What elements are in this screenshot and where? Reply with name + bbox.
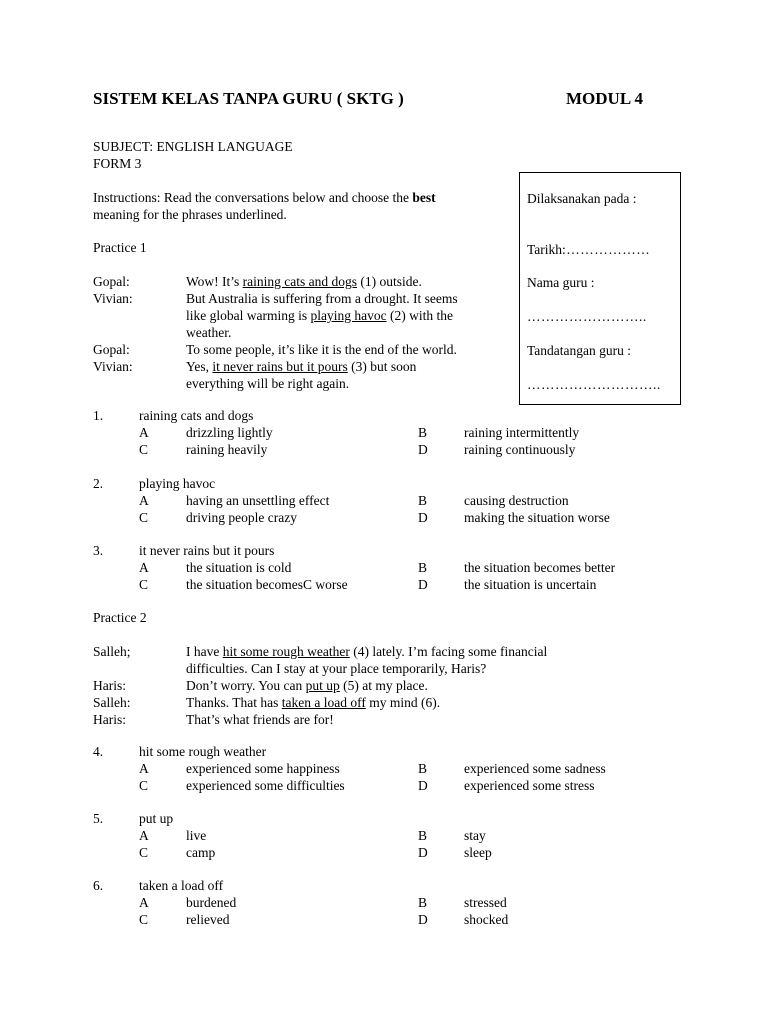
question-number: 6. <box>93 878 104 893</box>
dialogue-line: That’s what friends are for! <box>186 712 334 727</box>
dialogue-line: Thanks. That has taken a load off my mind (6). <box>186 695 441 710</box>
dialogue-line: difficulties. Can I stay at your place temporarily, Haris? <box>186 661 487 676</box>
dialogue-line: Don’t worry. You can put up (5) at my place. <box>186 678 428 693</box>
tarikh-field <box>527 241 650 258</box>
option-a[interactable]: live <box>186 828 207 843</box>
speaker: Vivian: <box>93 359 133 374</box>
option-letter: C <box>139 912 149 927</box>
option-c[interactable]: experienced some difficulties <box>186 778 345 793</box>
option-b[interactable]: stressed <box>464 895 507 910</box>
option-a[interactable]: drizzling lightly <box>186 425 273 440</box>
question-phrase: hit some rough weather <box>139 744 267 759</box>
subject-line: SUBJECT: ENGLISH LANGUAGE <box>93 139 293 154</box>
option-letter: A <box>139 425 149 440</box>
question-number: 4. <box>93 744 104 759</box>
option-a[interactable]: the situation is cold <box>186 560 292 575</box>
underlined-phrase: put up <box>305 678 340 693</box>
dilaksanakan-label: Dilaksanakan pada : <box>527 191 637 206</box>
option-letter: D <box>418 778 428 793</box>
nama-guru-blank: …………………….. <box>527 309 647 324</box>
option-b[interactable]: the situation becomes better <box>464 560 616 575</box>
tarikh-blank: :……………… <box>562 242 651 257</box>
info-box <box>519 172 681 405</box>
question-number: 2. <box>93 476 104 491</box>
dialogue-line: everything will be right again. <box>186 376 350 391</box>
dialogue-line: I have hit some rough weather (4) lately. I’m facing some financial <box>186 644 548 659</box>
underlined-phrase: playing havoc <box>310 308 387 323</box>
tarikh-label: Tarikh <box>527 242 563 257</box>
speaker: Vivian: <box>93 291 133 306</box>
option-d[interactable]: experienced some stress <box>464 778 595 793</box>
question-number: 3. <box>93 543 104 558</box>
question-phrase: it never rains but it pours <box>139 543 275 558</box>
speaker: Gopal: <box>93 274 130 289</box>
question-phrase: playing havoc <box>139 476 216 491</box>
question-number: 5. <box>93 811 104 826</box>
form-line: FORM 3 <box>93 156 142 171</box>
dialogue-line: Wow! It’s raining cats and dogs (1) outside. <box>186 274 422 289</box>
instructions-line-2: meaning for the phrases underlined. <box>93 207 287 222</box>
option-b[interactable]: experienced some sadness <box>464 761 606 776</box>
dialogue-line: weather. <box>186 325 232 340</box>
option-letter: B <box>418 761 428 776</box>
option-letter: B <box>418 828 428 843</box>
practice-2-heading: Practice 2 <box>93 610 147 625</box>
document-title: SISTEM KELAS TANPA GURU ( SKTG ) <box>93 89 404 108</box>
underlined-phrase: it never rains but it pours <box>212 359 348 374</box>
option-letter: B <box>418 493 428 508</box>
speaker: Salleh: <box>93 695 131 710</box>
option-d[interactable]: shocked <box>464 912 509 927</box>
option-letter: C <box>139 442 149 457</box>
underlined-phrase: taken a load off <box>281 695 366 710</box>
option-letter: A <box>139 895 149 910</box>
option-a[interactable]: burdened <box>186 895 237 910</box>
dialogue-line: Yes, it never rains but it pours (3) but soon <box>186 359 417 374</box>
option-d[interactable]: making the situation worse <box>464 510 610 525</box>
option-c[interactable]: camp <box>186 845 216 860</box>
tandatangan-label: Tandatangan guru : <box>527 343 632 358</box>
question-phrase: taken a load off <box>139 878 224 893</box>
question-phrase: raining cats and dogs <box>139 408 254 423</box>
underlined-phrase: raining cats and dogs <box>242 274 358 289</box>
option-c[interactable]: relieved <box>186 912 230 927</box>
speaker: Haris: <box>93 678 126 693</box>
option-letter: C <box>139 778 149 793</box>
question-number: 1. <box>93 408 104 423</box>
dialogue-line: To some people, it’s like it is the end of the world. <box>186 342 457 357</box>
option-letter: C <box>139 845 149 860</box>
option-letter: B <box>418 560 428 575</box>
option-letter: C <box>139 577 149 592</box>
underlined-phrase: hit some rough weather <box>222 644 350 659</box>
dialogue-line: like global warming is playing havoc (2) with the <box>186 308 453 323</box>
dialogue-line: But Australia is suffering from a drought. It seems <box>186 291 458 306</box>
option-c[interactable]: raining heavily <box>186 442 268 457</box>
practice-1-heading: Practice 1 <box>93 240 147 255</box>
option-letter: A <box>139 761 149 776</box>
option-letter: D <box>418 442 428 457</box>
option-b[interactable]: stay <box>464 828 486 843</box>
nama-guru-label: Nama guru : <box>527 275 595 290</box>
question-phrase: put up <box>139 811 174 826</box>
speaker: Salleh; <box>93 644 131 659</box>
speaker: Haris: <box>93 712 126 727</box>
option-letter: A <box>139 828 149 843</box>
instructions-line-1 <box>93 189 436 206</box>
option-letter: A <box>139 560 149 575</box>
module-label: MODUL 4 <box>566 89 643 108</box>
option-letter: D <box>418 510 428 525</box>
option-a[interactable]: having an unsettling effect <box>186 493 330 508</box>
option-d[interactable]: the situation is uncertain <box>464 577 597 592</box>
option-b[interactable]: causing destruction <box>464 493 569 508</box>
instructions-bold-word: best <box>412 190 436 205</box>
option-letter: B <box>418 895 428 910</box>
option-letter: C <box>139 510 149 525</box>
option-b[interactable]: raining intermittently <box>464 425 580 440</box>
option-letter: D <box>418 845 428 860</box>
option-c[interactable]: driving people crazy <box>186 510 297 525</box>
option-letter: D <box>418 577 428 592</box>
speaker: Gopal: <box>93 342 130 357</box>
tandatangan-blank: ……………………….. <box>527 377 661 392</box>
option-letter: D <box>418 912 428 927</box>
option-c[interactable]: the situation becomesC worse <box>186 577 348 592</box>
option-letter: A <box>139 493 149 508</box>
option-letter: B <box>418 425 428 440</box>
option-d[interactable]: raining continuously <box>464 442 576 457</box>
instructions-text: Instructions: Read the conversations below and choose the <box>93 190 413 205</box>
option-d[interactable]: sleep <box>464 845 492 860</box>
option-a[interactable]: experienced some happiness <box>186 761 340 776</box>
